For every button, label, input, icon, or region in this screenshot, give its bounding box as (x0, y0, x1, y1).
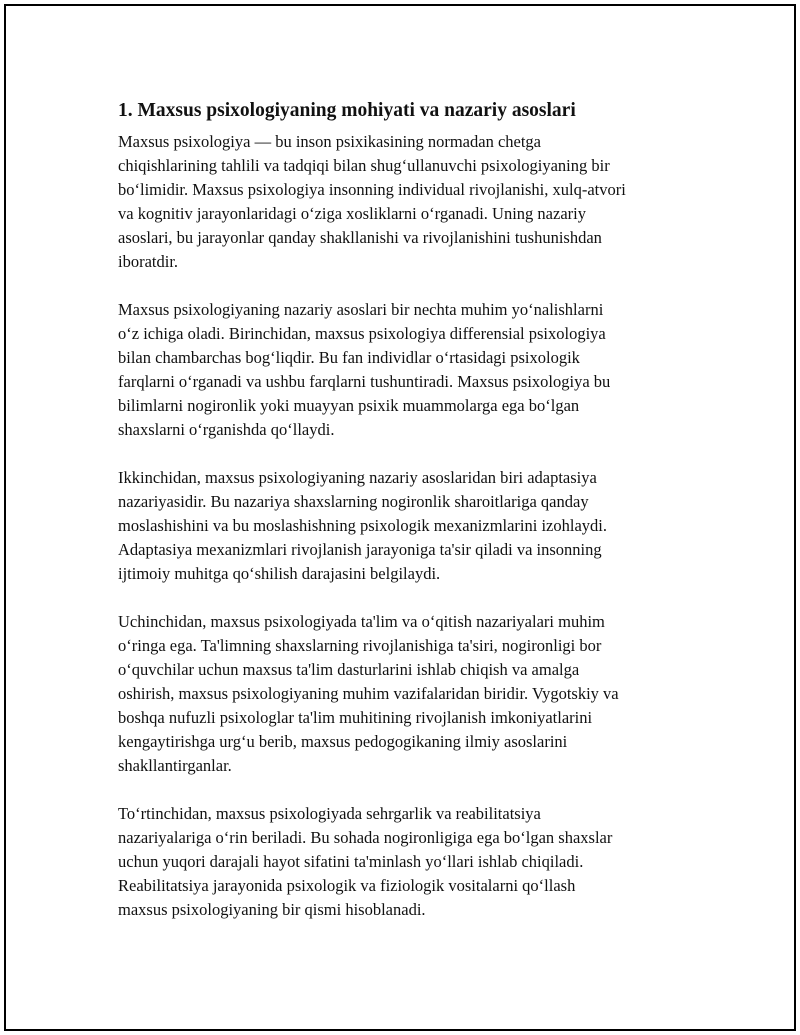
text-line: o‘ringa ega. Ta'limning shaxslarning rivojlanishiga ta'siri, nogironligi bor (118, 636, 602, 655)
text-line: nazariyalariga o‘rin beriladi. Bu sohada nogironligiga ega bo‘lgan shaxslar (118, 828, 613, 847)
paragraph-3 (118, 466, 708, 586)
text-line: Ikkinchidan, maxsus psixologiyaning nazariy asoslaridan biri adaptasiya (118, 468, 597, 487)
text-line: asoslari, bu jarayonlar qanday shakllanishi va rivojlanishini tushunishdan (118, 228, 602, 247)
text-line: bo‘limidir. Maxsus psixologiya insonning individual rivojlanishi, xulq-atvori (118, 180, 626, 199)
text-line: Uchinchidan, maxsus psixologiyada ta'lim va o‘qitish nazariyalari muhim (118, 612, 605, 631)
page-frame (4, 4, 796, 1031)
text-line: va kognitiv jarayonlaridagi o‘ziga xosliklarni o‘rganadi. Uning nazariy (118, 204, 586, 223)
text-line: nazariyasidir. Bu nazariya shaxslarning nogironlik sharoitlariga qanday (118, 492, 589, 511)
text-line: shaxslarni o‘rganishda qo‘llaydi. (118, 420, 335, 439)
text-line: Maxsus psixologiyaning nazariy asoslari bir nechta muhim yo‘nalishlarni (118, 300, 604, 319)
text-line: boshqa nufuzli psixologlar ta'lim muhitining rivojlanish imkoniyatlarini (118, 708, 593, 727)
text-line: o‘quvchilar uchun maxsus ta'lim dasturlarini ishlab chiqish va amalga (118, 660, 580, 679)
text-line: Reabilitatsiya jarayonida psixologik va fiziologik vositalarni qo‘llash (118, 876, 576, 895)
text-line: maxsus psixologiyaning bir qismi hisoblanadi. (118, 900, 426, 919)
text-line: kengaytirishga urg‘u berib, maxsus pedogogikaning ilmiy asoslarini (118, 732, 568, 751)
section-heading: 1. Maxsus psixologiyaning mohiyati va nazariy asoslari (118, 100, 576, 121)
text-line: bilan chambarchas bog‘liqdir. Bu fan individlar o‘rtasidagi psixologik (118, 348, 580, 367)
text-line: o‘z ichiga oladi. Birinchidan, maxsus psixologiya differensial psixologiya (118, 324, 606, 343)
text-line: bilimlarni nogironlik yoki muayyan psixik muammolarga ega bo‘lgan (118, 396, 580, 415)
paragraph-5 (118, 802, 708, 922)
text-line: ijtimoiy muhitga qo‘shilish darajasini belgilaydi. (118, 564, 441, 583)
text-line: Adaptasiya mexanizmlari rivojlanish jarayoniga ta'sir qiladi va insonning (118, 540, 602, 559)
paragraph-2 (118, 298, 708, 442)
text-line: uchun yuqori darajali hayot sifatini ta'minlash yo‘llari ishlab chiqiladi. (118, 852, 584, 871)
paragraph-4 (118, 610, 708, 778)
text-line: oshirish, maxsus psixologiyaning muhim vazifalaridan biridir. Vygotskiy va (118, 684, 619, 703)
text-line: chiqishlarining tahlili va tadqiqi bilan shug‘ullanuvchi psixologiyaning bir (118, 156, 610, 175)
text-line: shakllantirganlar. (118, 756, 232, 775)
text-line: Maxsus psixologiya — bu inson psixikasining normadan chetga (118, 132, 541, 151)
paragraph-1 (118, 130, 708, 274)
text-line: farqlarni o‘rganadi va ushbu farqlarni tushuntiradi. Maxsus psixologiya bu (118, 372, 611, 391)
text-line: iboratdir. (118, 252, 179, 271)
document-body (118, 98, 708, 946)
text-line: moslashishini va bu moslashishning psixologik mexanizmlarini izohlaydi. (118, 516, 607, 535)
text-line: To‘rtinchidan, maxsus psixologiyada sehrgarlik va reabilitatsiya (118, 804, 541, 823)
